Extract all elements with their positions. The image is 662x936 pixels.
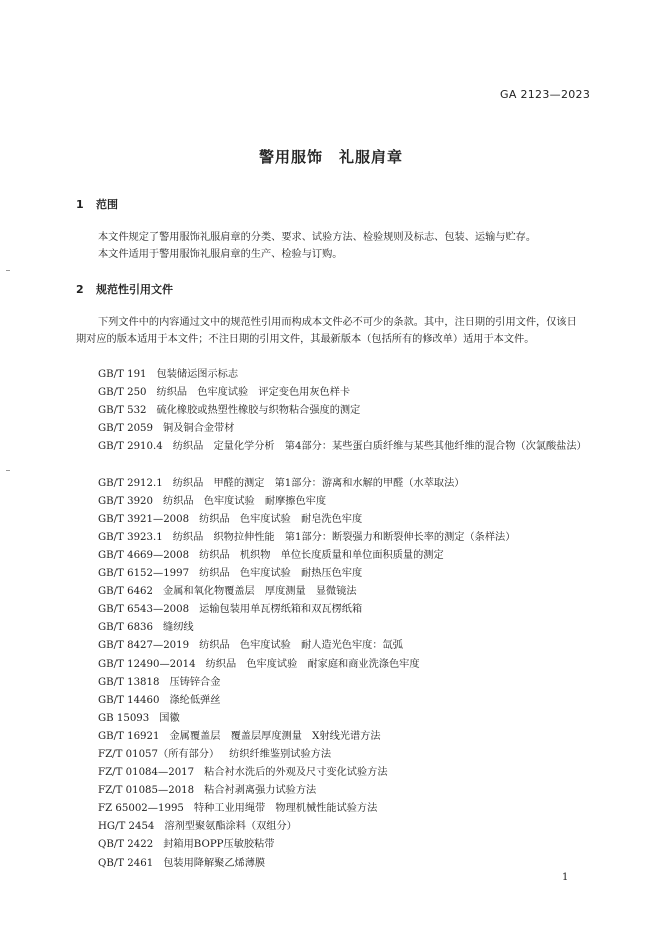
reference-item <box>98 728 588 746</box>
reference-code: FZ/T 01084—2017 <box>98 767 195 779</box>
reference-title: 铜及铜合金带材 <box>163 423 235 435</box>
section-2-intro: 下列文件中的内容通过文中的规范性引用而构成本文件必不可少的条款。其中，注日期的引用文件，仅该日期对应的版本适用于本文件；不注日期的引用文件，其最新版本（包括所有的修改单）适用于本文件。 <box>76 317 577 345</box>
reference-item <box>98 547 588 565</box>
section-2-number: 2 <box>76 283 84 296</box>
reference-title: 特种工业用绳带 物理机械性能试验方法 <box>193 803 378 815</box>
reference-title: 纺织品 机织物 单位长度质量和单位面积质量的测定 <box>199 549 444 561</box>
reference-item <box>98 475 588 493</box>
reference-item <box>98 692 588 710</box>
reference-title: 纺织品 色牢度试验 耐人造光色牢度：氙弧 <box>199 640 403 652</box>
reference-item <box>98 818 588 836</box>
reference-title: 纺织品 色牢度试验 耐摩擦色牢度 <box>163 495 327 507</box>
reference-title: 纺织品 织物拉伸性能 第1部分：断裂强力和断裂伸长率的测定（条样法） <box>172 531 516 543</box>
reference-item <box>98 601 588 619</box>
reference-item <box>98 529 588 547</box>
reference-code: GB/T 4669—2008 <box>98 549 190 561</box>
reference-item <box>98 656 588 674</box>
reference-item <box>98 710 588 728</box>
reference-title: 粘合衬水洗后的外观及尺寸变化试验方法 <box>204 767 388 779</box>
reference-item <box>98 366 588 384</box>
section-1-paragraph: 本文件规定了警用服饰礼服肩章的分类、要求、试验方法、检验规则及标志、包装、运输与贮存。 <box>98 232 537 243</box>
scan-mark <box>6 470 10 471</box>
reference-code: GB/T 2912.1 <box>98 477 163 489</box>
reference-title: 运输包装用单瓦楞纸箱和双瓦楞纸箱 <box>199 604 363 616</box>
reference-title: 包装储运图示标志 <box>156 369 239 380</box>
reference-title: 封箱用BOPP压敏胶粘带 <box>163 839 275 851</box>
reference-code: GB/T 8427—2019 <box>98 640 190 652</box>
page-title: 警用服饰 礼服肩章 <box>258 148 403 166</box>
reference-item <box>98 565 588 583</box>
reference-item <box>98 855 588 873</box>
reference-code: QB/T 2461 <box>98 857 154 869</box>
reference-item <box>76 438 588 474</box>
reference-code: HG/T 2454 <box>98 821 155 833</box>
reference-code: GB/T 3923.1 <box>98 531 163 543</box>
document-number: GA 2123—2023 <box>500 88 591 101</box>
reference-title: 纺织品 色牢度试验 评定变色用灰色样卡 <box>156 387 351 399</box>
reference-item <box>98 402 588 420</box>
reference-code: GB/T 250 <box>98 387 147 399</box>
section-1-heading <box>76 196 118 212</box>
reference-code: GB/T 16921 <box>98 730 160 742</box>
reference-item <box>98 420 588 438</box>
reference-code: GB/T 532 <box>98 405 147 417</box>
reference-title: 压铸锌合金 <box>169 676 221 688</box>
reference-item <box>98 746 588 764</box>
reference-title: 纺织品 色牢度试验 耐家庭和商业洗涤色牢度 <box>205 658 420 670</box>
reference-code: GB/T 14460 <box>98 694 160 706</box>
reference-code: QB/T 2422 <box>98 839 154 851</box>
reference-item <box>98 782 588 800</box>
reference-item <box>98 674 588 692</box>
reference-item <box>98 619 588 637</box>
reference-item <box>98 583 588 601</box>
reference-title: 纺织品 色牢度试验 耐皂洗色牢度 <box>199 513 363 525</box>
reference-title: 纺织品 甲醛的测定 第1部分：游离和水解的甲醛（水萃取法） <box>172 477 465 489</box>
reference-code: GB/T 12490—2014 <box>98 658 196 670</box>
reference-title: 纺织品 定量化学分析 第4部分：某些蛋白质纤维与某些其他纤维的混合物（次氯酸盐法） <box>172 441 587 453</box>
reference-code: FZ 65002—1995 <box>98 803 184 815</box>
reference-code: FZ/T 01057（所有部分） <box>98 748 220 760</box>
reference-title: 溶剂型聚氨酯涂料（双组分） <box>164 821 297 833</box>
reference-title: 包装用降解聚乙烯薄膜 <box>163 857 266 869</box>
reference-code: GB/T 191 <box>98 369 147 380</box>
reference-title: 国徽 <box>159 712 180 724</box>
reference-code: GB/T 3921—2008 <box>98 513 190 525</box>
reference-item <box>98 836 588 854</box>
section-1-title: 范围 <box>96 198 118 211</box>
reference-code: GB/T 2910.4 <box>98 441 163 453</box>
scan-mark <box>6 270 10 271</box>
reference-item <box>98 637 588 655</box>
reference-title: 缝纫线 <box>163 622 194 634</box>
reference-code: GB/T 13818 <box>98 676 160 688</box>
reference-title: 纺织品 色牢度试验 耐热压色牢度 <box>199 568 363 580</box>
reference-item <box>98 800 588 818</box>
reference-item <box>98 511 588 529</box>
reference-code: GB/T 6462 <box>98 586 154 598</box>
section-1-paragraph: 本文件适用于警用服饰礼服肩章的生产、检验与订购。 <box>98 249 343 260</box>
reference-title: 纺织纤维鉴别试验方法 <box>229 748 332 760</box>
reference-code: FZ/T 01085—2018 <box>98 785 195 797</box>
section-1-number: 1 <box>76 198 84 211</box>
reference-code: GB/T 3920 <box>98 495 154 507</box>
reference-code: GB/T 6836 <box>98 622 154 634</box>
reference-title: 金属和氧化物覆盖层 厚度测量 显微镜法 <box>163 586 357 598</box>
reference-title: 涤纶低弹丝 <box>169 694 221 706</box>
reference-list <box>98 366 588 873</box>
reference-item <box>98 384 588 402</box>
reference-item <box>98 764 588 782</box>
section-2-title: 规范性引用文件 <box>96 283 173 296</box>
reference-code: GB 15093 <box>98 712 150 724</box>
reference-code: GB/T 2059 <box>98 423 154 435</box>
reference-title: 金属覆盖层 覆盖层厚度测量 X射线光谱方法 <box>169 730 381 742</box>
reference-code: GB/T 6152—1997 <box>98 568 190 580</box>
page-number: 1 <box>562 872 569 883</box>
section-2-heading <box>76 281 173 297</box>
reference-title: 粘合衬剥离强力试验方法 <box>204 785 317 797</box>
reference-title: 硫化橡胶或热塑性橡胶与织物粘合强度的测定 <box>156 405 361 417</box>
reference-code: GB/T 6543—2008 <box>98 604 190 616</box>
reference-item <box>98 493 588 511</box>
